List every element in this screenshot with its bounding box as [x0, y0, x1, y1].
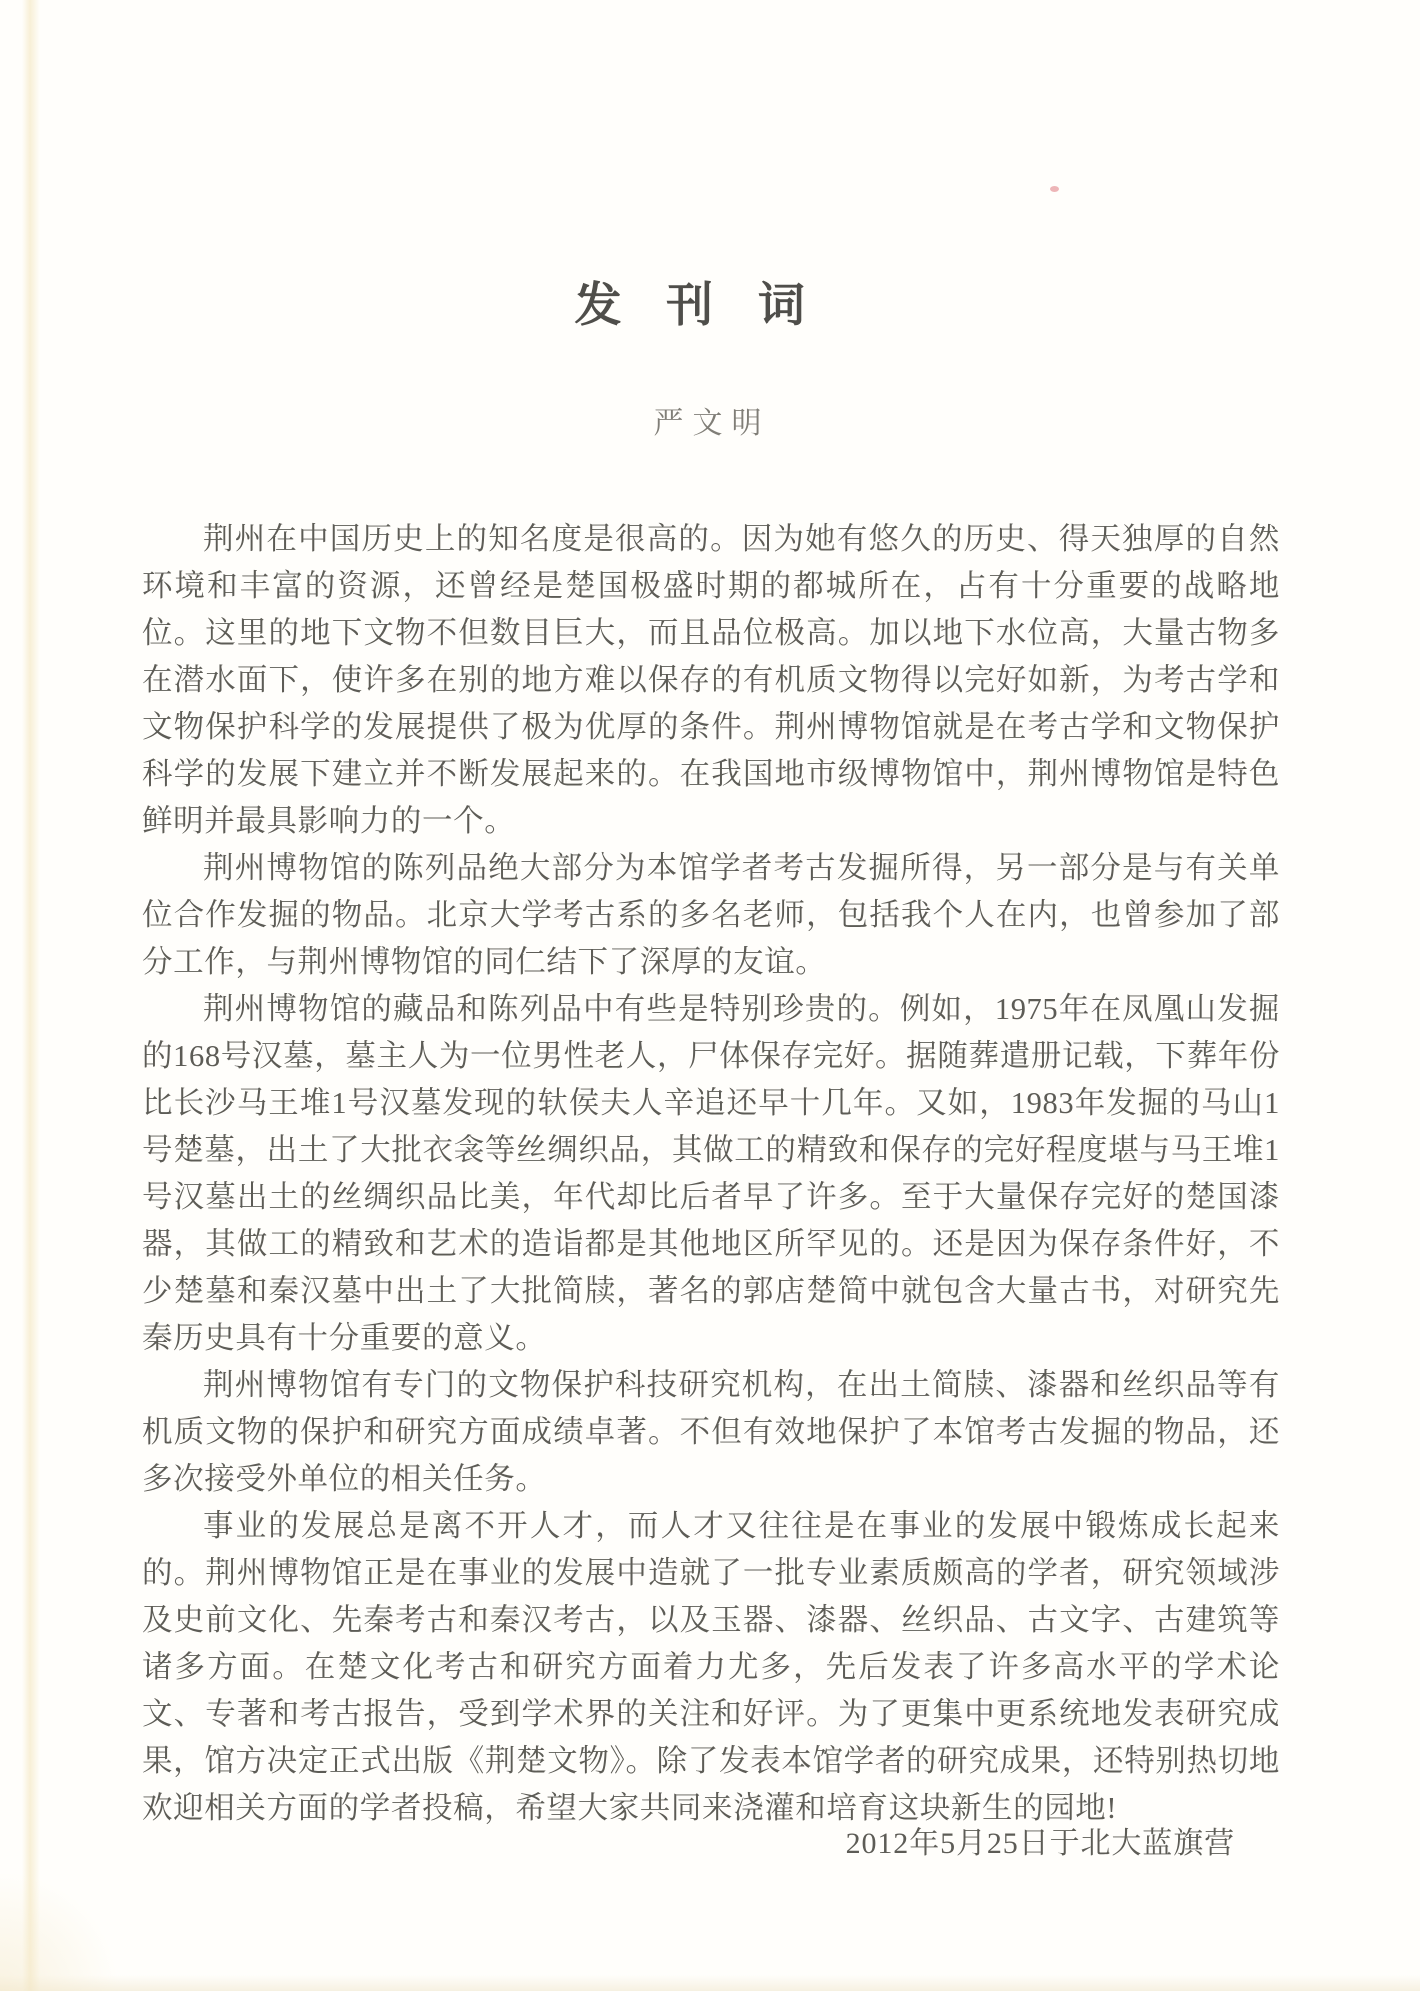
paragraph: 荆州在中国历史上的知名度是很高的。因为她有悠久的历史、得天独厚的自然环境和丰富的资源，还曾经是楚国极盛时期的都城所在，占有十分重要的战略地位。这里的地下文物不但数目巨大，而且品位极高。加以地下水位高，大量古物多在潜水面下，使许多在别的地方难以保存的有机质文物得以完好如新，为考古学和文物保护科学的发展提供了极为优厚的条件。荆州博物馆就是在考古学和文物保护科学的发展下建立并不断发展起来的。在我国地市级博物馆中，荆州博物馆是特色鲜明并最具影响力的一个。 [142, 522, 1280, 838]
page-title: 发刊词 [574, 280, 850, 332]
paragraph: 事业的发展总是离不开人才，而人才又往往是在事业的发展中锻炼成长起来的。荆州博物馆正是在事业的发展中造就了一批专业素质颇高的学者，研究领域涉及史前文化、先秦考古和秦汉考古，以及玉器、漆器、丝织品、古文字、古建筑等诸多方面。在楚文化考古和研究方面着力尤多，先后发表了许多高水平的学术论文、专著和考古报告，受到学术界的关注和好评。为了更集中更系统地发表研究成果，馆方决定正式出版《荆楚文物》。除了发表本馆学者的研究成果，还特别热切地欢迎相关方面的学者投稿，希望大家共同来浇灌和培育这块新生的园地! [142, 1509, 1280, 1825]
article-body [142, 516, 1280, 1832]
paragraph: 荆州博物馆的陈列品绝大部分为本馆学者考古发掘所得，另一部分是与有关单位合作发掘的物品。北京大学考古系的多名老师，包括我个人在内，也曾参加了部分工作，与荆州博物馆的同仁结下了深厚的友谊。 [142, 851, 1280, 979]
dateline: 2012年5月25日于北大蓝旗营 [845, 1827, 1235, 1860]
author-name: 严文明 [653, 407, 771, 440]
paragraph: 荆州博物馆有专门的文物保护科技研究机构，在出土简牍、漆器和丝织品等有机质文物的保护和研究方面成绩卓著。不但有效地保护了本馆考古发掘的物品，还多次接受外单位的相关任务。 [142, 1368, 1280, 1496]
paragraph: 荆州博物馆的藏品和陈列品中有些是特别珍贵的。例如，1975年在凤凰山发掘的168号汉墓，墓主人为一位男性老人，尸体保存完好。据随葬遣册记载，下葬年份比长沙马王堆1号汉墓发现的轪侯夫人辛追还早十几年。又如，1983年发掘的马山1号楚墓，出土了大批衣衾等丝绸织品，其做工的精致和保存的完好程度堪与马王堆1号汉墓出土的丝绸织品比美，年代却比后者早了许多。至于大量保存完好的楚国漆器，其做工的精致和艺术的造诣都是其他地区所罕见的。还是因为保存条件好，不少楚墓和秦汉墓中出土了大批简牍，著名的郭店楚简中就包含大量古书，对研究先秦历史具有十分重要的意义。 [142, 992, 1280, 1355]
page-corner-tint [0, 1871, 120, 1991]
pink-ink-speck [1050, 186, 1059, 192]
page-left-edge-shading [22, 0, 40, 1991]
page-bottom-edge-shading [0, 1975, 1420, 1991]
